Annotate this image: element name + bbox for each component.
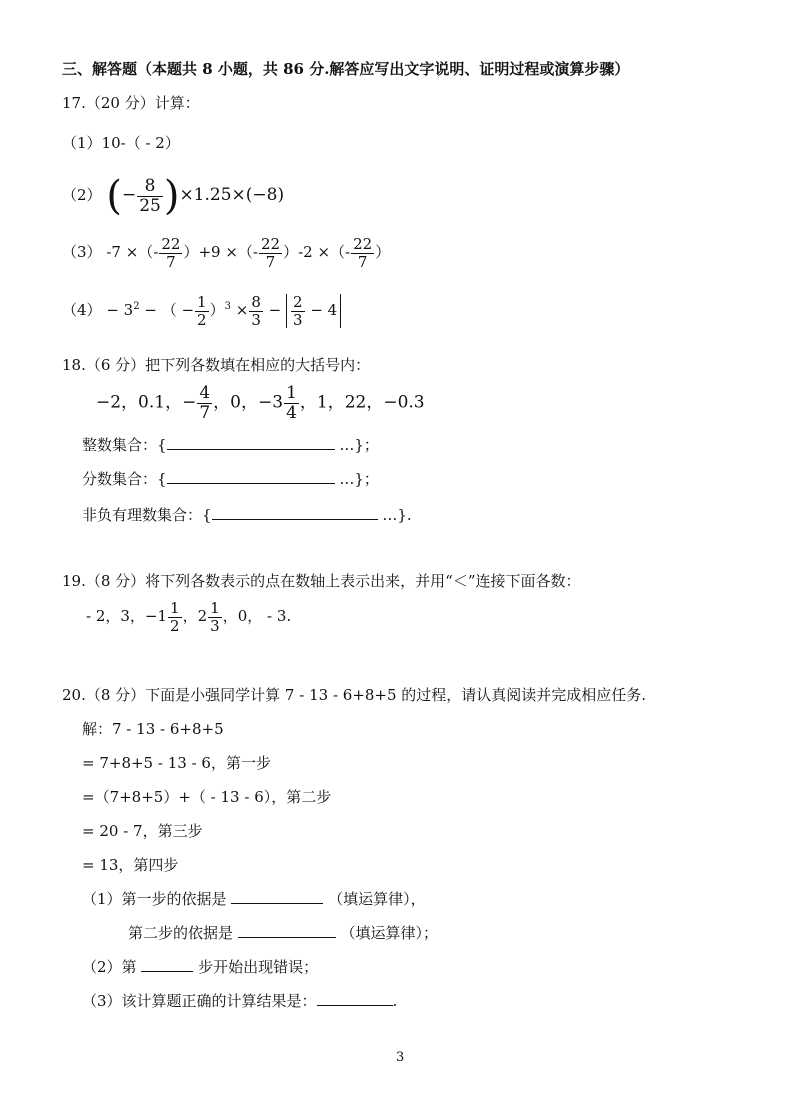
task-tail: 步开始出现错误； (193, 958, 319, 976)
numerator: 1 (286, 383, 297, 403)
expr-text: ，0，−3 (213, 392, 284, 413)
q20-step: = 20 - 7，第三步 (82, 822, 203, 840)
page-number: 3 (396, 1050, 405, 1065)
fraction (351, 236, 374, 270)
task-tail: （填运算律）， (323, 890, 426, 908)
expr-text: - 2，3，−1 (86, 607, 168, 625)
expr-text: ，1，22，−0.3 (299, 392, 425, 413)
task-label: （3）该计算题正确的计算结果是： (82, 992, 317, 1010)
q19-numbers (86, 600, 291, 634)
q20-task2 (82, 956, 318, 977)
integer-set-row (82, 434, 379, 455)
q20-step: 解：7 - 13 - 6+8+5 (82, 720, 224, 738)
expr-text: × (230, 301, 249, 319)
expr-text: − 3 (106, 301, 134, 319)
numerator: 22 (260, 235, 281, 253)
numerator: 1 (170, 599, 180, 617)
fraction (249, 294, 263, 328)
q17-part2-tail: ×1.25×(−8) (179, 185, 285, 205)
expr-text: ，2 (182, 607, 208, 625)
set-tail: …}. (377, 506, 412, 524)
numerator: 8 (137, 177, 163, 197)
task-tail: （填运算律）； (335, 924, 439, 942)
q18-numbers (96, 384, 425, 422)
task-label: （2）第 (82, 958, 142, 976)
fraction (195, 294, 209, 328)
task-tail: . (392, 992, 398, 1010)
fraction (168, 600, 182, 634)
minus-sign: − (121, 185, 137, 205)
q18-stem: 18.（6 分）把下列各数填在相应的大括号内： (62, 356, 371, 374)
denominator: 7 (199, 402, 211, 423)
fraction-set-label: 分数集合：{ (82, 470, 167, 488)
expr-text: − (263, 301, 282, 319)
task-label: 第二步的依据是 (128, 924, 238, 942)
q17-part1: （1）10-（ - 2） (62, 134, 180, 152)
q20-step: =（7+8+5）+（ - 13 - 6），第二步 (82, 788, 332, 806)
fraction-set-row (82, 468, 379, 489)
fraction-set-answer-blank[interactable] (167, 483, 335, 484)
expr-text: ）-2 ×（- (283, 243, 351, 261)
q17-part3 (62, 236, 390, 270)
numerator: 2 (293, 293, 303, 311)
exponent: 3 (224, 301, 231, 312)
denominator: 25 (139, 195, 161, 216)
fraction (284, 384, 299, 422)
denominator: 3 (293, 310, 303, 329)
denominator: 3 (251, 310, 261, 329)
q17-stem: 17.（20 分）计算： (62, 94, 200, 112)
integer-set-label: 整数集合：{ (82, 436, 167, 454)
q17-part2-label: （2） (62, 186, 102, 204)
expr-text: − 4 (305, 301, 338, 319)
set-tail: …}； (334, 470, 379, 488)
expr-text: ） (209, 301, 225, 319)
expr-text: − （ − (139, 301, 195, 319)
task3-answer-blank[interactable] (317, 1005, 393, 1006)
section-heading: 三、解答题（本题共 8 小题，共 86 分.解答应写出文字说明、证明过程或演算步骤） (62, 60, 630, 78)
q20-step: = 7+8+5 - 13 - 6，第一步 (82, 754, 271, 772)
numerator: 22 (161, 235, 181, 253)
expr-text: ） (375, 243, 391, 261)
numerator: 4 (199, 383, 211, 403)
numerator: 8 (251, 293, 261, 311)
q17-part4 (62, 294, 341, 328)
task1a-answer-blank[interactable] (231, 903, 323, 904)
nonneg-set-row (82, 504, 412, 525)
task2-answer-blank[interactable] (141, 971, 193, 972)
fraction (159, 236, 182, 270)
expr-text: ）+9 ×（- (183, 243, 258, 261)
right-paren: ) (163, 173, 180, 219)
q20-stem: 20.（8 分）下面是小强同学计算 7 - 13 - 6+8+5 的过程，请认真阅读并完成相应任务. (62, 686, 647, 704)
denominator: 4 (286, 402, 297, 423)
expr-text: −2，0.1，− (96, 392, 197, 413)
q17-part2 (62, 173, 285, 219)
q20-task3 (82, 990, 397, 1011)
task1b-answer-blank[interactable] (238, 937, 336, 938)
denominator: 7 (265, 252, 276, 271)
denominator: 7 (357, 252, 368, 271)
expr-text: -7 ×（- (106, 243, 159, 261)
absolute-value (286, 294, 341, 328)
q20-step: = 13，第四步 (82, 856, 179, 874)
nonneg-set-answer-blank[interactable] (212, 519, 378, 520)
q20-task1b (128, 922, 438, 943)
integer-set-answer-blank[interactable] (167, 449, 335, 450)
denominator: 2 (170, 616, 180, 635)
set-tail: …}； (334, 436, 379, 454)
numerator: 1 (210, 599, 220, 617)
fraction (137, 177, 163, 215)
task-label: （1）第一步的依据是 (82, 890, 232, 908)
exponent: 2 (133, 301, 140, 312)
fraction (197, 384, 212, 422)
denominator: 3 (210, 616, 220, 635)
denominator: 2 (197, 310, 207, 329)
nonneg-set-label: 非负有理数集合：{ (82, 506, 212, 524)
numerator: 1 (197, 293, 207, 311)
fraction (208, 600, 222, 634)
fraction (259, 236, 282, 270)
numerator: 22 (353, 235, 373, 253)
left-paren: ( (106, 173, 122, 219)
expr-text: ，0， - 3. (222, 607, 292, 625)
denominator: 7 (166, 252, 176, 271)
q20-task1a (82, 888, 426, 909)
q17-part3-label: （3） (62, 243, 102, 261)
fraction (291, 294, 305, 328)
q19-stem: 19.（8 分）将下列各数表示的点在数轴上表示出来，并用“＜”连接下面各数： (62, 572, 581, 590)
q17-part4-label: （4） (62, 301, 102, 319)
